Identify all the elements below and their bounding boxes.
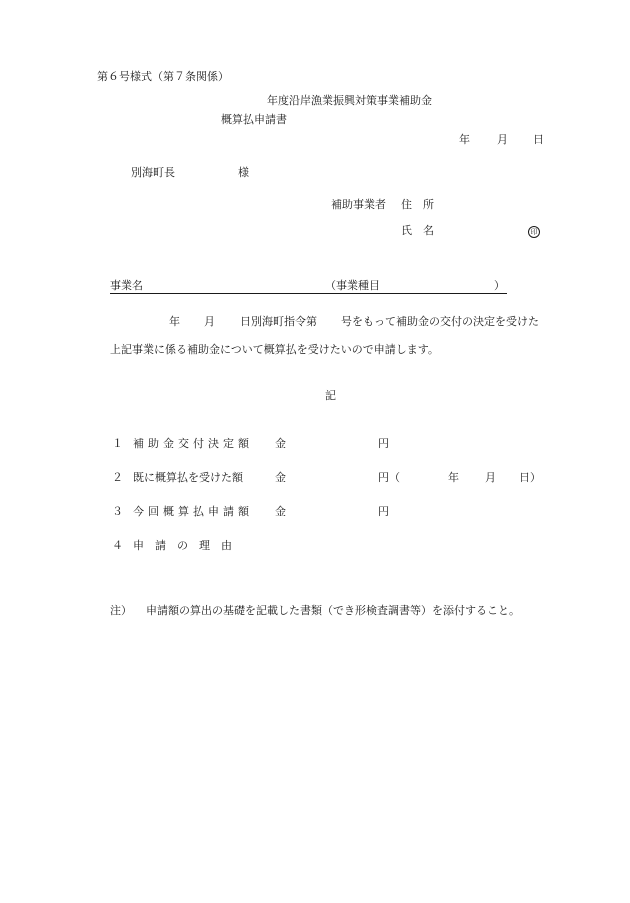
form-title-line1: 年度沿岸漁業振興対策事業補助金 — [267, 94, 432, 107]
applicant-label: 補助事業者 — [331, 198, 386, 211]
form-number-label: 第６号様式（第７条関係） — [97, 70, 229, 83]
ki-heading: 記 — [325, 389, 336, 402]
item1-label: 補助金交付決定額 — [133, 437, 253, 450]
addressee-honorific: 様 — [238, 166, 249, 179]
date-day-label: 日 — [533, 133, 544, 146]
seal-icon: 印 — [528, 226, 540, 238]
body-month: 月 — [204, 315, 215, 328]
item3-currency: 金 — [275, 505, 286, 518]
item4-label: 申 請 の 理 由 — [133, 539, 232, 552]
note-text: 申請額の算出の基礎を記載した書類（でき形検査調書等）を添付すること。 — [146, 604, 520, 617]
item2-month: 月 — [485, 471, 496, 484]
addressee-name: 別海町長 — [131, 166, 175, 179]
item2-label: 既に概算払を受けた額 — [133, 471, 243, 484]
item2-year: 年 — [448, 471, 459, 484]
item1-unit: 円 — [378, 437, 389, 450]
item2-unit: 円（ — [378, 471, 400, 484]
item2-day: 日） — [519, 471, 541, 484]
item1-currency: 金 — [275, 437, 286, 450]
form-title-line2: 概算払申請書 — [221, 113, 287, 126]
date-year-label: 年 — [459, 133, 470, 146]
seal-mark — [528, 224, 540, 238]
project-name-label: 事業名 — [110, 279, 143, 292]
date-month-label: 月 — [497, 133, 508, 146]
item3-number: ３ — [112, 505, 123, 518]
item2-number: ２ — [112, 471, 123, 484]
project-type-open: （事業種目 — [325, 279, 380, 292]
item3-label: 今回概算払申請額 — [133, 505, 253, 518]
applicant-name-label: 氏 名 — [401, 224, 434, 237]
item4-number: ４ — [112, 539, 123, 552]
project-type-close: ） — [494, 279, 505, 292]
item3-unit: 円 — [378, 505, 389, 518]
project-underline — [110, 293, 507, 294]
item2-currency: 金 — [275, 471, 286, 484]
body-line1-rest: 号をもって補助金の交付の決定を受けた — [341, 315, 539, 328]
item1-number: １ — [112, 437, 123, 450]
body-year: 年 — [169, 315, 180, 328]
body-day-order: 日別海町指令第 — [240, 315, 317, 328]
note-prefix: 注） — [110, 604, 132, 617]
applicant-address-label: 住 所 — [401, 198, 434, 211]
body-line2: 上記事業に係る補助金について概算払を受けたいので申請します。 — [110, 343, 439, 356]
